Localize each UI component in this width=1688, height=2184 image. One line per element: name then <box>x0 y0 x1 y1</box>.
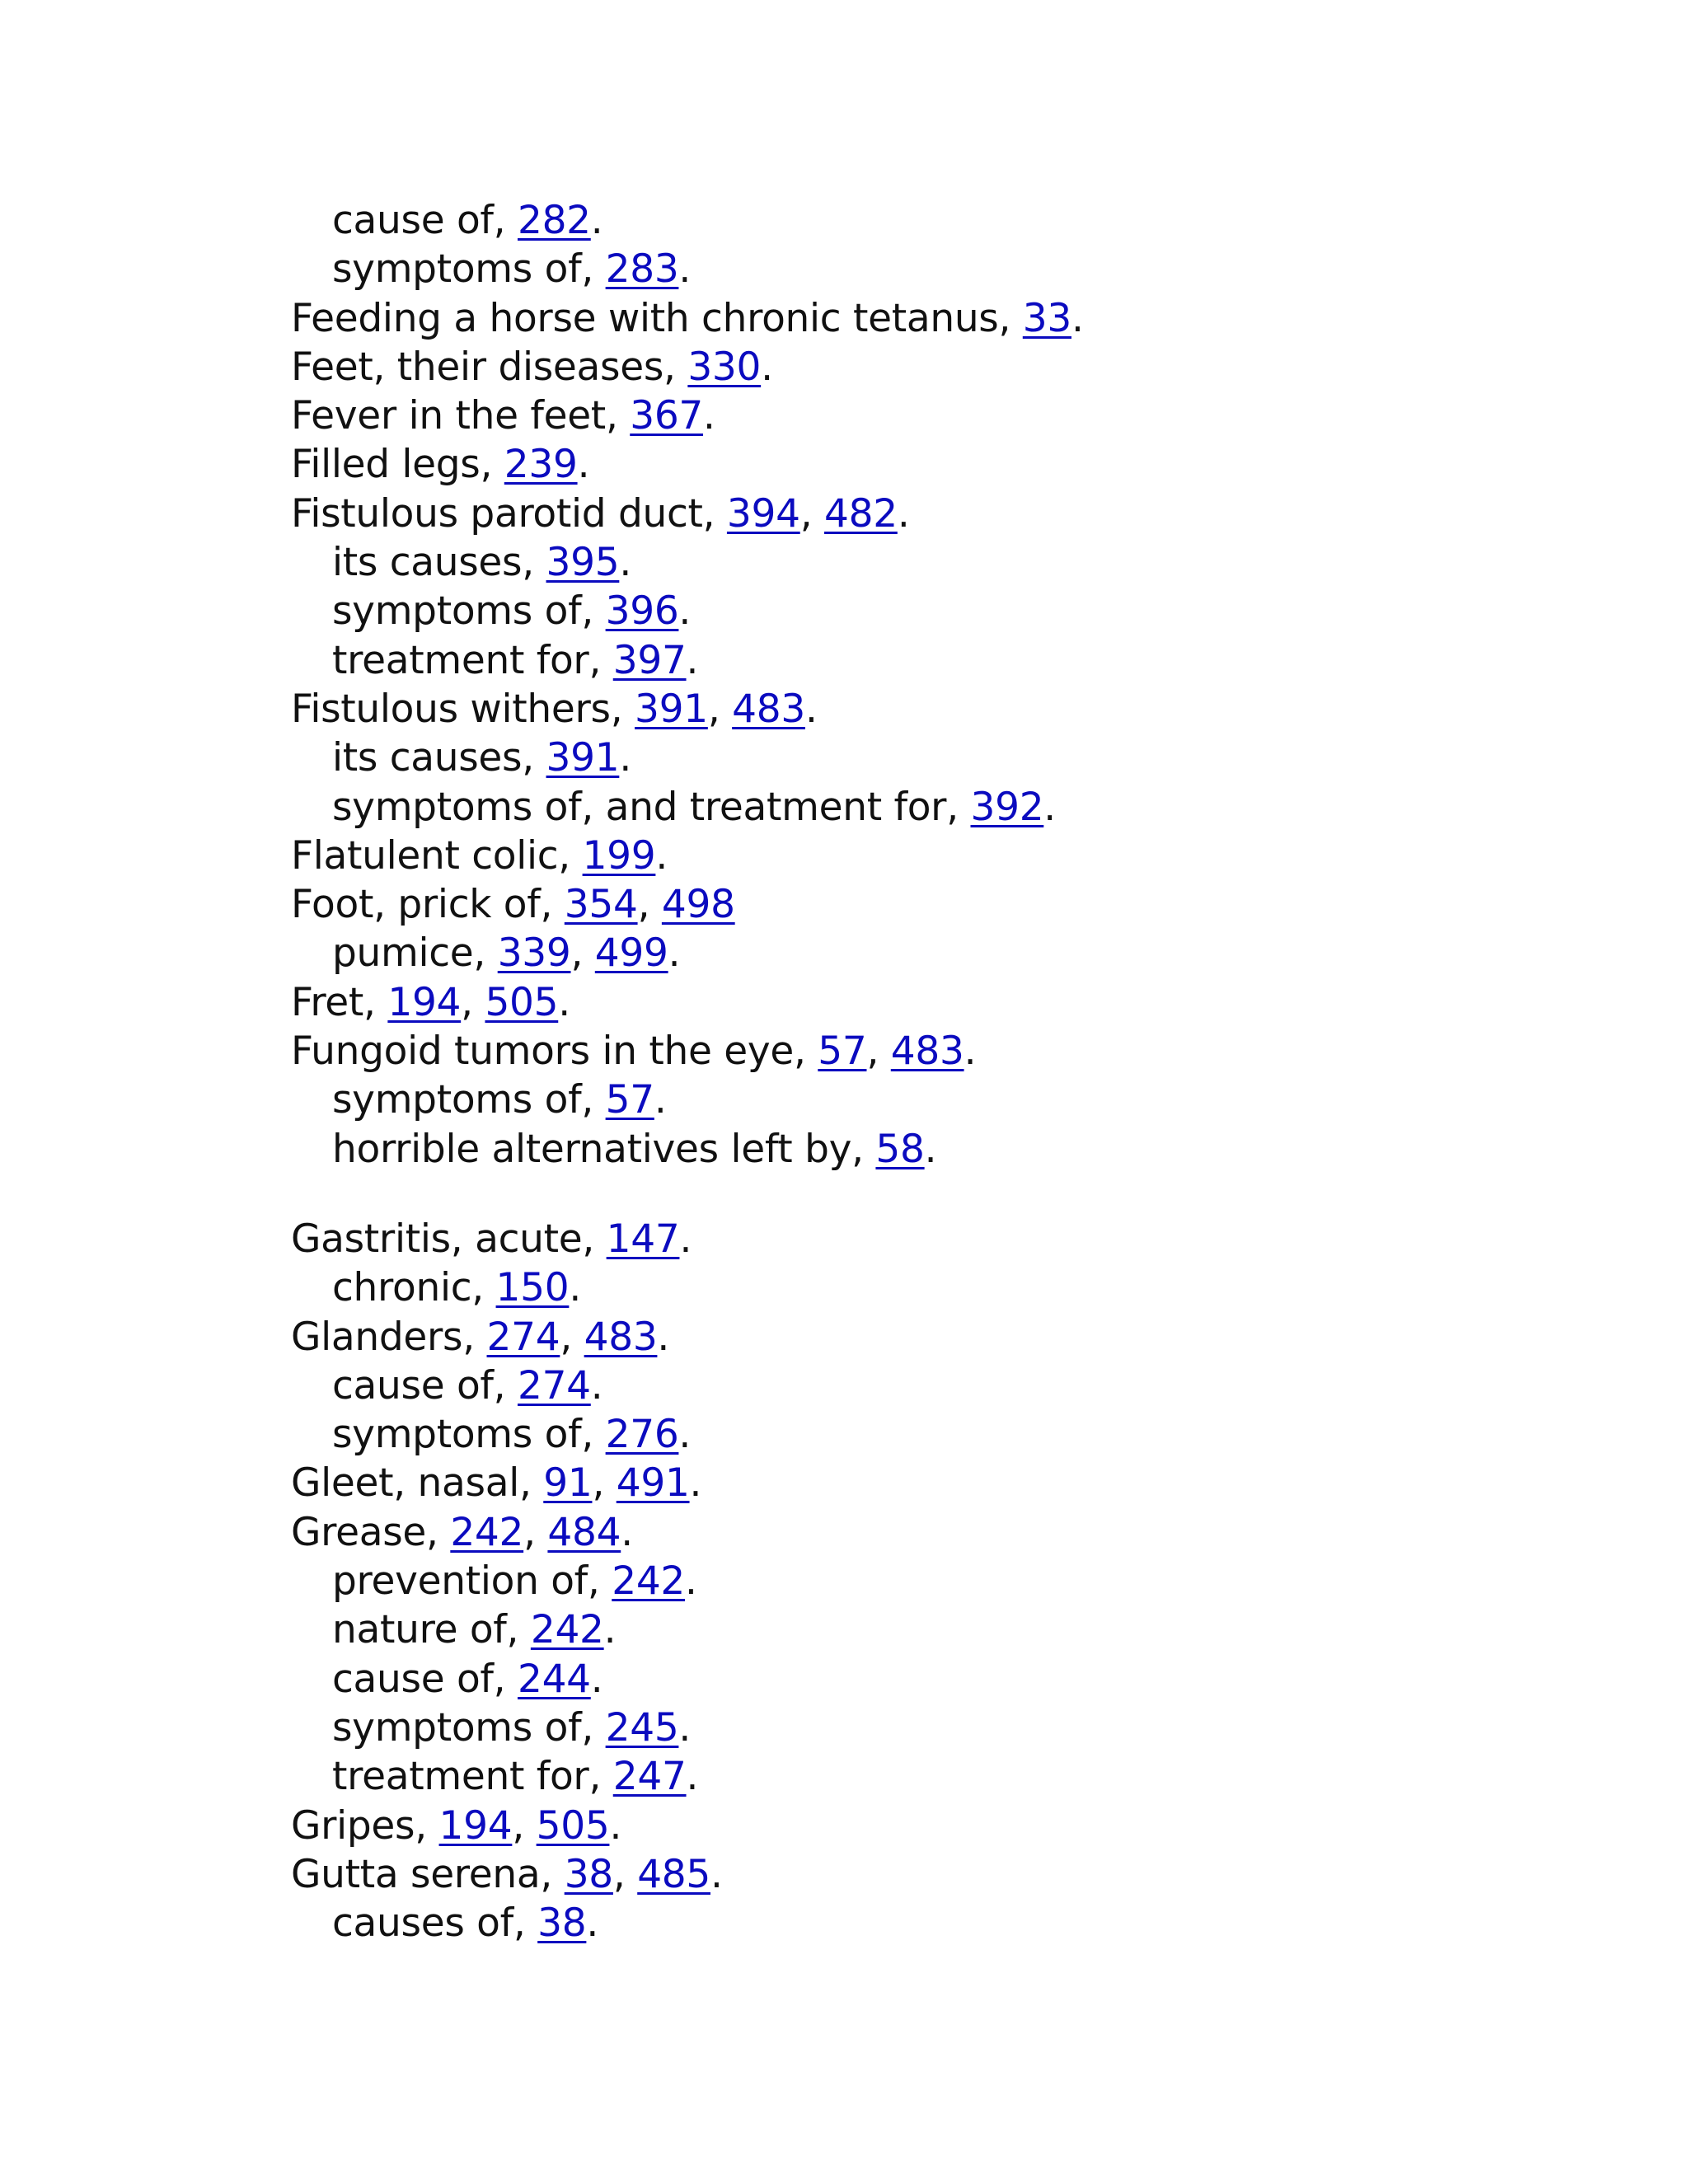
ref-separator: , <box>637 882 662 928</box>
ref-separator: , <box>461 979 485 1025</box>
entry-terminator: . <box>678 588 692 635</box>
index-entry <box>291 1850 1610 1899</box>
index-subentry <box>291 587 1610 635</box>
entry-terminator: . <box>897 490 910 537</box>
index-entry <box>291 1508 1610 1557</box>
entry-label: horrible alternatives left by, <box>332 1126 876 1172</box>
entry-terminator: . <box>657 1314 670 1360</box>
entry-label: cause of, <box>332 198 518 243</box>
entry-label: Fistulous withers, <box>291 686 635 732</box>
entry-terminator: . <box>679 1216 692 1262</box>
entry-terminator: . <box>678 1704 692 1750</box>
entry-label: chronic, <box>332 1265 496 1311</box>
index-subentry <box>291 733 1610 782</box>
page-ref-link[interactable]: 245 <box>605 1704 679 1750</box>
index-entry <box>291 294 1610 343</box>
index-subentry <box>291 245 1610 293</box>
entry-label: symptoms of, <box>332 1704 606 1750</box>
entry-terminator: . <box>761 344 773 390</box>
entry-terminator: . <box>686 1754 699 1800</box>
entry-terminator: . <box>678 1412 692 1458</box>
entry-label: Gripes, <box>291 1802 439 1849</box>
page-ref-link[interactable]: 194 <box>387 979 462 1025</box>
page-ref-link[interactable]: 244 <box>517 1656 591 1702</box>
entry-label: symptoms of, <box>332 1077 606 1123</box>
index-entry <box>291 343 1610 391</box>
entry-terminator: . <box>569 1265 581 1311</box>
page-ref-link[interactable]: 395 <box>546 540 620 586</box>
index-subentry <box>291 1076 1610 1124</box>
entry-terminator: . <box>577 442 590 488</box>
index-subentry <box>291 929 1610 977</box>
index-entry <box>291 978 1610 1027</box>
entry-terminator: . <box>655 832 668 879</box>
page-ref-link[interactable]: 274 <box>517 1362 591 1408</box>
ref-separator: , <box>799 490 825 537</box>
entry-terminator: . <box>685 1558 697 1605</box>
page-ref-link[interactable]: 276 <box>605 1412 679 1458</box>
page-ref-link[interactable]: 485 <box>637 1851 710 1897</box>
entry-terminator: . <box>668 930 681 977</box>
index-subentry <box>291 1410 1610 1459</box>
entry-terminator: . <box>619 735 631 781</box>
entry-label: Fungoid tumors in the eye, <box>291 1029 818 1075</box>
entry-label: symptoms of, <box>332 1412 606 1458</box>
entry-terminator: . <box>619 540 631 586</box>
entry-terminator: . <box>603 1607 617 1653</box>
page-ref-link[interactable]: 396 <box>605 588 679 635</box>
index-entry <box>291 391 1610 440</box>
entry-label: Flatulent colic, <box>291 832 583 879</box>
ref-separator: , <box>570 930 595 977</box>
index-subentry <box>291 1605 1610 1654</box>
entry-terminator: . <box>609 1802 622 1849</box>
entry-label: Gleet, nasal, <box>291 1460 544 1507</box>
entry-label: Fret, <box>291 979 388 1025</box>
page-ref-link[interactable]: 282 <box>517 198 591 243</box>
entry-label: Feeding a horse with chronic tetanus, <box>291 295 1023 341</box>
index-entry <box>291 1027 1610 1076</box>
entry-label: treatment for, <box>332 637 613 683</box>
entry-label: its causes, <box>332 735 546 781</box>
index-list <box>291 196 1610 1947</box>
page-ref-link[interactable]: 483 <box>890 1029 964 1075</box>
ref-separator: , <box>866 1029 891 1075</box>
index-subentry <box>291 1752 1610 1801</box>
index-subentry <box>291 783 1610 832</box>
ref-separator: , <box>612 1851 638 1897</box>
entry-label: nature of, <box>332 1607 531 1653</box>
page-ref-link[interactable]: 505 <box>485 979 559 1025</box>
ref-separator: , <box>523 1509 548 1555</box>
page-ref-link[interactable]: 33 <box>1022 295 1071 341</box>
page-ref-link[interactable]: 392 <box>970 784 1044 830</box>
entry-terminator: . <box>558 979 570 1025</box>
entry-terminator: . <box>964 1029 977 1075</box>
page-ref-link[interactable]: 354 <box>564 882 638 928</box>
page-ref-link[interactable]: 38 <box>537 1900 587 1947</box>
page-ref-link[interactable]: 91 <box>543 1460 593 1507</box>
page-ref-link[interactable]: 330 <box>687 344 762 390</box>
page-ref-link[interactable]: 339 <box>497 930 571 977</box>
entry-label: Feet, their diseases, <box>291 344 688 390</box>
entry-label: causes of, <box>332 1900 538 1947</box>
entry-label: Fistulous parotid duct, <box>291 490 727 537</box>
entry-terminator: . <box>689 1460 702 1507</box>
entry-label: symptoms of, <box>332 246 606 293</box>
index-entry <box>291 685 1610 733</box>
entry-terminator: . <box>678 246 692 293</box>
ref-separator: , <box>560 1314 584 1360</box>
entry-label: Grease, <box>291 1509 451 1555</box>
index-entry <box>291 490 1610 538</box>
entry-label: treatment for, <box>332 1754 613 1800</box>
page-ref-link[interactable]: 242 <box>612 1558 686 1605</box>
entry-terminator: . <box>1043 784 1056 830</box>
page-ref-link[interactable]: 57 <box>605 1077 654 1123</box>
entry-label: pumice, <box>332 930 498 977</box>
ref-separator: , <box>592 1460 617 1507</box>
page-ref-link[interactable]: 391 <box>546 735 620 781</box>
page-ref-link[interactable]: 242 <box>530 1607 604 1653</box>
page-ref-link[interactable]: 38 <box>564 1851 613 1897</box>
entry-terminator: . <box>590 198 603 243</box>
entry-label: Gutta serena, <box>291 1851 565 1897</box>
entry-label: symptoms of, and treatment for, <box>332 784 971 830</box>
page-ref-link[interactable]: 483 <box>584 1314 658 1360</box>
page-ref-link[interactable]: 483 <box>732 686 805 732</box>
page-ref-link[interactable]: 505 <box>536 1802 610 1849</box>
index-entry <box>291 832 1610 880</box>
page-ref-link[interactable]: 274 <box>486 1314 560 1360</box>
index-entry <box>291 1313 1610 1361</box>
entry-label: Gastritis, acute, <box>291 1216 607 1262</box>
index-entry <box>291 880 1610 929</box>
index-subentry <box>291 1704 1610 1752</box>
page-ref-link[interactable]: 58 <box>875 1126 925 1172</box>
entry-terminator: . <box>654 1077 667 1123</box>
page-ref-link[interactable]: 242 <box>450 1509 524 1555</box>
page-ref-link[interactable]: 482 <box>824 490 898 537</box>
index-subentry <box>291 1361 1610 1410</box>
index-entry <box>291 1459 1610 1507</box>
index-subentry <box>291 196 1610 245</box>
entry-terminator: . <box>590 1362 603 1408</box>
page-ref-link[interactable]: 499 <box>594 930 668 977</box>
entry-label: Fever in the feet, <box>291 393 631 439</box>
entry-terminator: . <box>586 1900 599 1947</box>
page-ref-link[interactable]: 194 <box>438 1802 513 1849</box>
page-ref-link[interactable]: 57 <box>818 1029 867 1075</box>
page-ref-link[interactable]: 391 <box>635 686 708 732</box>
index-entry <box>291 1215 1610 1263</box>
entry-label: its causes, <box>332 540 546 586</box>
entry-terminator: . <box>1071 295 1084 341</box>
entry-terminator: . <box>703 393 715 439</box>
index-subentry <box>291 538 1610 587</box>
entry-terminator: . <box>924 1126 937 1172</box>
page-ref-link[interactable]: 283 <box>605 246 679 293</box>
index-subentry <box>291 1125 1610 1174</box>
entry-label: cause of, <box>332 1362 518 1408</box>
index-subentry <box>291 636 1610 685</box>
page-ref-link[interactable]: 150 <box>495 1265 570 1311</box>
entry-label: Foot, prick of, <box>291 882 565 928</box>
ref-separator: , <box>512 1802 537 1849</box>
entry-terminator: . <box>710 1851 723 1897</box>
index-subentry <box>291 1899 1610 1947</box>
page-ref-link[interactable]: 491 <box>616 1460 690 1507</box>
entry-label: Filled legs, <box>291 442 504 488</box>
index-entry <box>291 1802 1610 1850</box>
index-entry <box>291 440 1610 489</box>
ref-separator: , <box>707 686 733 732</box>
entry-terminator: . <box>621 1509 633 1555</box>
page-ref-link[interactable]: 498 <box>661 882 735 928</box>
page-ref-link[interactable]: 147 <box>606 1216 680 1262</box>
page-ref-link[interactable]: 394 <box>726 490 800 537</box>
entry-label: prevention of, <box>332 1558 612 1605</box>
index-subentry <box>291 1655 1610 1704</box>
page-ref-link[interactable]: 397 <box>612 637 687 683</box>
page-ref-link[interactable]: 239 <box>504 442 578 488</box>
page-ref-link[interactable]: 484 <box>547 1509 621 1555</box>
page-ref-link[interactable]: 367 <box>630 393 704 439</box>
entry-label: Glanders, <box>291 1314 487 1360</box>
index-subentry <box>291 1263 1610 1312</box>
entry-label: symptoms of, <box>332 588 606 635</box>
index-subentry <box>291 1557 1610 1605</box>
entry-terminator: . <box>804 686 818 732</box>
entry-terminator: . <box>686 637 699 683</box>
page-ref-link[interactable]: 247 <box>612 1754 687 1800</box>
page-ref-link[interactable]: 199 <box>582 832 656 879</box>
entry-terminator: . <box>590 1656 603 1702</box>
entry-label: cause of, <box>332 1656 518 1702</box>
